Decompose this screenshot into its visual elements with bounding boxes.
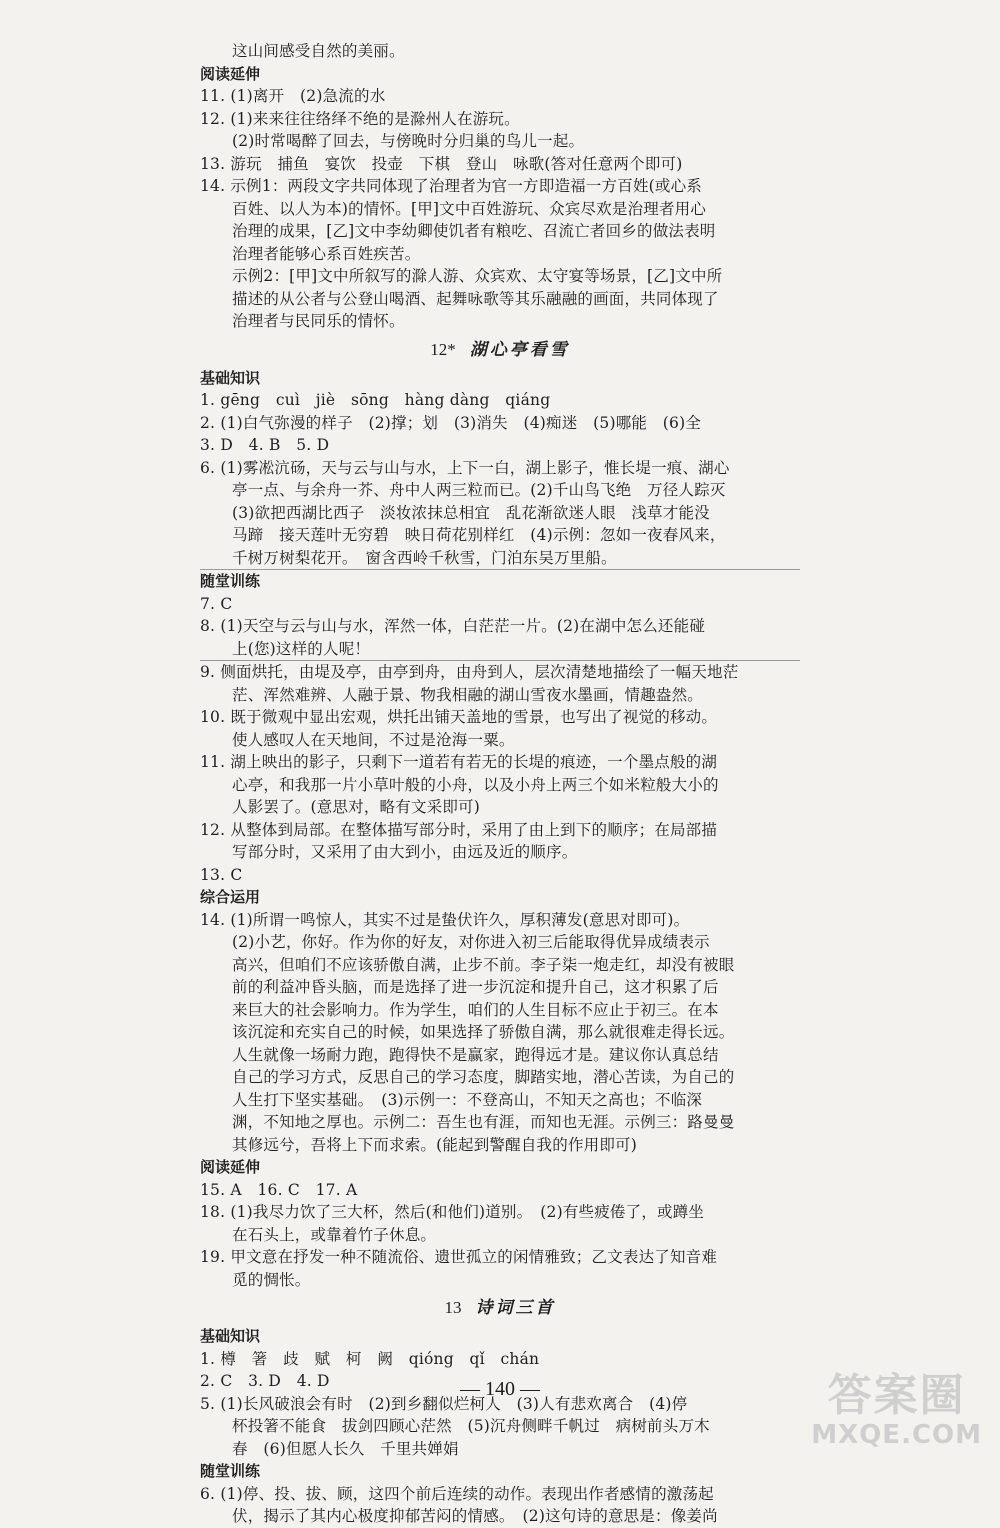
answer-line-continued: 自己的学习方式，反思自己的学习态度，脚踏实地，潜心苦读，为自己的 <box>232 1068 735 1086</box>
answer-line: 12. (1)来来往往络绎不绝的是滁州人在游玩。 <box>200 109 520 128</box>
section-heading: 基础知识 <box>200 368 261 387</box>
answer-line-continued: 治理的成果，[乙]文中李幼卿使饥者有粮吃、召流亡者回乡的做法表明 <box>232 222 716 240</box>
lesson-name: 诗词三首 <box>475 1298 556 1318</box>
answer-line-continued: 觅的惆怅。 <box>232 1270 311 1289</box>
answer-line-continued: 杯投箸不能食 拔剑四顾心茫然 (5)沉舟侧畔千帆过 病树前头万木 <box>232 1417 710 1435</box>
section-heading: 阅读延伸 <box>200 1158 261 1176</box>
section-heading: 综合运用 <box>200 888 261 906</box>
answer-line-continued: 描述的从公者与公登山喝酒、起舞咏歌等其乐融融的画面，共同体现了 <box>232 289 719 308</box>
answer-line-continued: 高兴，但咱们不应该骄傲自满，止步不前。李子柒一炮走红，却没有被眼 <box>232 955 735 974</box>
answer-line: 19. 甲文意在抒发一种不随流俗、遗世孤立的闲情雅致；乙文表达了知音难 <box>200 1248 718 1266</box>
lesson-number: 12* <box>430 339 456 359</box>
answer-line: 2. (1)白气弥漫的样子 (2)撑；划 (3)消失 (4)痴迷 (5)哪能 (6)全 <box>200 413 702 432</box>
answer-line: 11. (1)离开 (2)急流的水 <box>200 87 386 105</box>
answer-line-continued: 来巨大的社会影响力。作为学生，咱们的人生目标不应止于初三。在本 <box>232 1000 719 1019</box>
answer-line: 1. 樽 箸 歧 赋 柯 阙 qióng qǐ chán <box>200 1349 540 1368</box>
section-heading: 随堂训练 <box>200 572 261 590</box>
answer-line: 3. D 4. B 5. D <box>200 436 330 454</box>
answer-line-continued: 在石头上，或靠着竹子休息。 <box>232 1225 437 1244</box>
answer-line: 6. (1)雾凇沆砀，天与云与山与水，上下一白，湖上影子，惟长堤一痕、湖心 <box>200 458 730 477</box>
answer-line: 5. (1)长风破浪会有时 (2)到乡翻似烂柯人 (3)人有悲欢离合 (4)停 <box>200 1394 688 1413</box>
answer-line-continued: 写部分时，又采用了由大到小，由远及近的顺序。 <box>232 843 578 861</box>
lesson-number: 13 <box>444 1298 462 1317</box>
answer-line: 13. 游玩 捕鱼 宴饮 投壶 下棋 登山 咏歌(答对任意两个即可) <box>200 154 683 173</box>
page-number: — 140 — <box>460 1378 540 1400</box>
answer-line-continued: 茫、浑然难辨、人融于景、物我相融的湖山雪夜水墨画，情趣盎然。 <box>232 685 704 704</box>
answer-line: 18. (1)我尽力饮了三大杯，然后(和他们)道别。 (2)有些疲倦了，或蹲坐 <box>200 1203 705 1221</box>
answer-line: 1. gēng cuì jiè sōng hàng dàng qiáng <box>200 391 551 409</box>
section-heading: 随堂训练 <box>200 1462 261 1480</box>
answer-line: 8. (1)天空与云与山与水，浑然一体，白茫茫一片。(2)在湖中怎么还能碰 <box>200 617 706 635</box>
page-content <box>200 40 800 1528</box>
answer-line-continued: 心亭，和我那一片小草叶般的小舟，以及小舟上两三个如米粒般大小的 <box>232 775 719 794</box>
answer-line-continued: 马蹄 接天莲叶无穷碧 映日荷花别样红 (4)示例：忽如一夜春风来， <box>232 526 726 544</box>
answer-line: 11. 湖上映出的影子，只剩下一道若有若无的长堤的痕迹，一个墨点般的湖 <box>200 753 718 771</box>
answer-line: 6. (1)停、投、拔、顾，这四个前后连续的动作。表现出作者感情的激荡起 <box>200 1484 714 1503</box>
answer-line-continued: (3)欲把西湖比西子 淡妆浓抹总相宜 乱花渐欲迷人眼 浅草才能没 <box>232 503 710 522</box>
answer-line-continued: 上(您)这样的人呢！ <box>232 639 371 658</box>
watermark-logo <box>811 1372 982 1450</box>
answer-line-continued: 示例2：[甲]文中所叙写的滁人游、众宾欢、太守宴等场景，[乙]文中所 <box>232 267 723 285</box>
answer-line-continued: 前的利益冲昏头脑，而是选择了进一步沉淀和提升自己，这才积累了后 <box>232 978 719 996</box>
section-heading: 阅读延伸 <box>200 64 261 83</box>
answer-line-continued: (2)时常喝醉了回去，与傍晚时分归巢的鸟儿一起。 <box>232 132 585 150</box>
answer-line: 14. 示例1：两段文字共同体现了治理者为官一方即造福一方百姓(或心系 <box>200 177 702 195</box>
lesson-title <box>200 1293 800 1323</box>
answer-line: 9. 侧面烘托，由堤及亭，由亭到舟，由舟到人，层次清楚地描绘了一幅天地茫 <box>200 663 739 681</box>
answer-line-continued: 使人感叹人在天地间，不过是沧海一粟。 <box>232 730 515 749</box>
answer-line-continued: 治理者与民同乐的情怀。 <box>232 312 405 330</box>
answer-line-continued: 治理者能够心系百姓疾苦。 <box>232 244 421 263</box>
lesson-name: 湖心亭看雪 <box>469 339 570 360</box>
answer-line-continued: 该沉淀和充实自己的时候，如果选择了骄傲自满，那么就很难走得长远。 <box>232 1023 735 1041</box>
answer-line-continued: 亭一点、与余舟一芥、舟中人两三粒而已。(2)千山鸟飞绝 万径人踪灭 <box>232 481 726 499</box>
answer-line-continued: 伏，揭示了其内心极度抑郁苦闷的情感。 (2)这句诗的意思是：像姜尚 <box>232 1507 718 1525</box>
lesson-title <box>200 335 800 365</box>
answer-line-continued: 千树万树梨花开。 窗含西岭千秋雪，门泊东吴万里船。 <box>232 548 617 567</box>
answer-line: 2. C 3. D 4. D <box>200 1372 330 1390</box>
answer-line: 12. 从整体到局部。在整体描写部分时，采用了由上到下的顺序；在局部描 <box>200 820 718 839</box>
watermark-text: 答案圈 <box>827 1370 966 1421</box>
answer-line-continued: (2)小艺，你好。作为你的好友，对你进入初三后能取得优异成绩表示 <box>232 933 710 951</box>
answer-line: 14. (1)所谓一鸣惊人，其实不过是蛰伏许久，厚积薄发(意思对即可)。 <box>200 910 690 929</box>
answer-line-continued: 人生就像一场耐力跑，跑得快不是赢家，跑得远才是。建议你认真总结 <box>232 1045 719 1064</box>
answer-line: 7. C <box>200 594 233 613</box>
answer-line-continued: 春 (6)但愿人长久 千里共婵娟 <box>232 1439 459 1458</box>
answer-line-continued: 人生打下坚实基础。 (3)示例一：不登高山，不知天之高也；不临深 <box>232 1090 703 1109</box>
answer-line-continued: 百姓、以人为本)的情怀。[甲]文中百姓游玩、众宾尽欢是治理者用心 <box>232 199 707 218</box>
answer-line: 10. 既于微观中显出宏观，烘托出铺天盖地的雪景，也写出了视觉的移动。 <box>200 708 718 726</box>
answer-line: 15. A 16. C 17. A <box>200 1180 358 1199</box>
watermark-url: MXQE.COM <box>811 1420 982 1450</box>
answer-line-continued: 这山间感受自然的美丽。 <box>232 42 405 60</box>
answer-line-continued: 其修远兮，吾将上下而求索。(能起到警醒自我的作用即可) <box>232 1135 637 1154</box>
section-heading: 基础知识 <box>200 1327 261 1345</box>
answer-line-continued: 人影罢了。(意思对，略有文采即可) <box>232 798 480 816</box>
answer-line-continued: 渊，不知地之厚也。示例二：吾生也有涯，而知也无涯。示例三：路曼曼 <box>232 1113 735 1131</box>
answer-line: 13. C <box>200 865 243 884</box>
